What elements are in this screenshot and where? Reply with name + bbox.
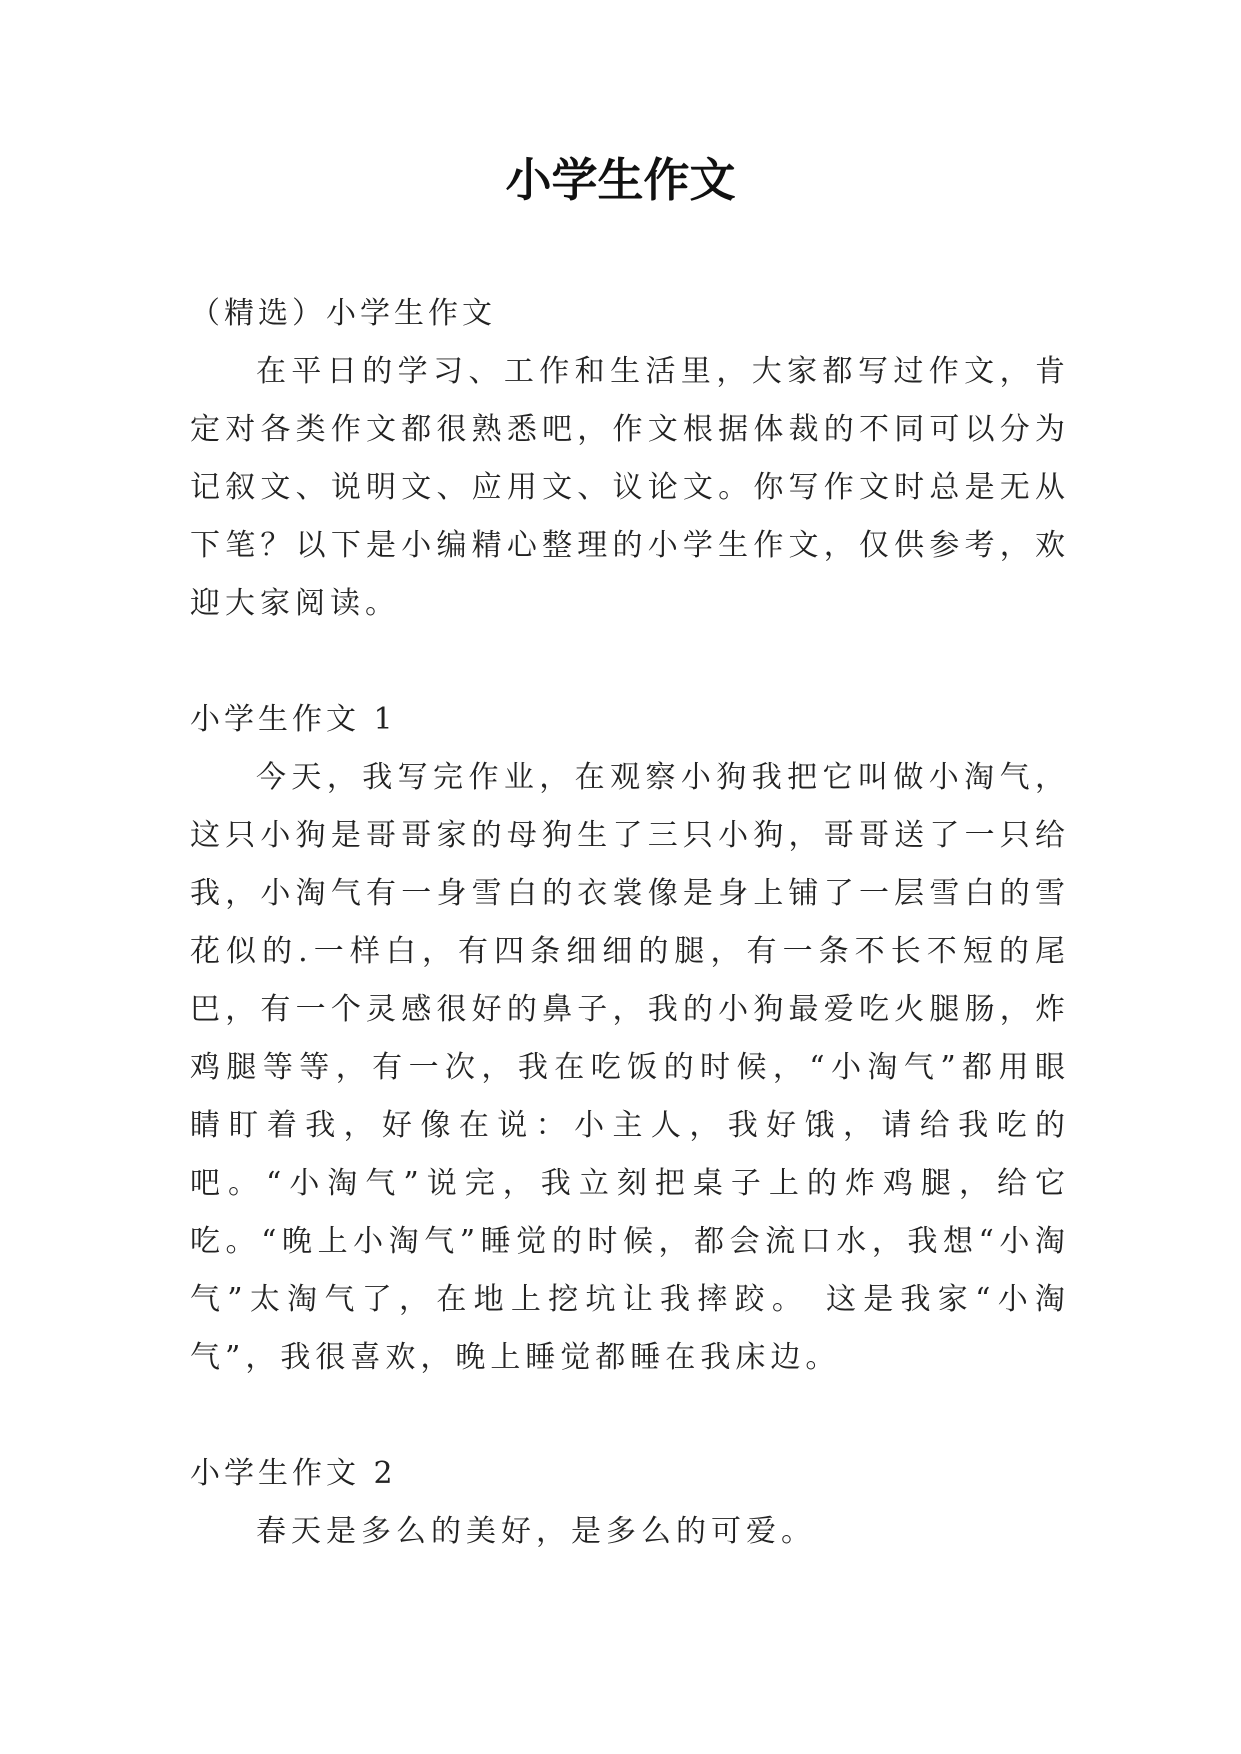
section-paragraph-2: 春天是多么的美好，是多么的可爱。	[256, 1514, 816, 1549]
document-body	[190, 285, 1070, 1561]
section-heading-2: 小学生作文 2	[190, 1456, 397, 1491]
page-title: 小学生作文	[505, 153, 736, 207]
section-spacer	[190, 1387, 1070, 1445]
document-subtitle: （精选）小学生作文	[190, 296, 496, 331]
section-paragraph-1: 今天，我写完作业，在观察小狗我把它叫做小淘气，这只小狗是哥哥家的母狗生了三只小狗，哥哥送了一只给我，小淘气有一身雪白的衣裳像是身上铺了一层雪白的雪花似的.一样白，有四条细细的腿，有一条不长不短的尾巴，有一个灵感很好的鼻子，我的小狗最爱吃火腿肠，炸鸡腿等等，有一次，我在吃饭的时候，“小淘气”都用眼睛盯着我，好像在说：小主人，我好饿，请给我吃的吧。“小淘气”说完，我立刻把桌子上的炸鸡腿，给它吃。“晚上小淘气”睡觉的时候，都会流口水，我想“小淘气”太淘气了，在地上挖坑让我摔跤。 这是我家“小淘气”，我很喜欢，晚上睡觉都睡在我床边。	[190, 760, 1070, 1375]
section-heading-1: 小学生作文 1	[190, 702, 397, 737]
intro-paragraph: 在平日的学习、工作和生活里，大家都写过作文，肯定对各类作文都很熟悉吧，作文根据体裁的不同可以分为记叙文、说明文、应用文、议论文。你写作文时总是无从下笔？以下是小编精心整理的小学生作文，仅供参考，欢迎大家阅读。	[190, 354, 1070, 621]
section-spacer	[190, 633, 1070, 691]
